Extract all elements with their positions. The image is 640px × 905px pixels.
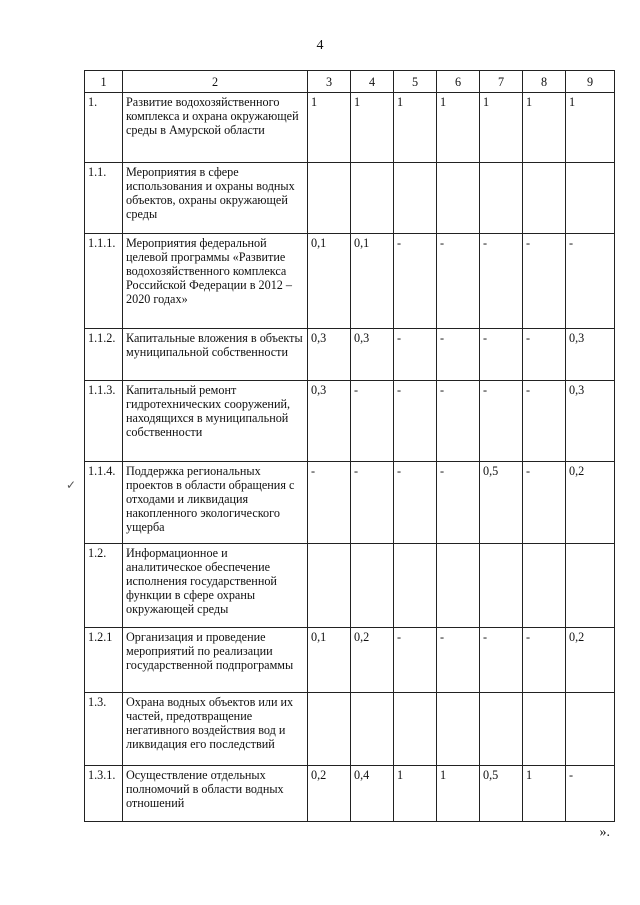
table-row: [85, 381, 615, 462]
table-cell: -: [437, 234, 480, 329]
table-cell: [437, 544, 480, 628]
table-cell: [480, 163, 523, 234]
row-title: Поддержка региональных проектов в области обращения с отходами и ликвидация накопленного экологического ущерба: [123, 462, 308, 544]
page-number: 4: [316, 38, 324, 53]
row-number: 1.: [85, 93, 123, 163]
table-cell: -: [351, 381, 394, 462]
header-cell: 3: [308, 71, 351, 93]
row-title: Информационное и аналитическое обеспечение исполнения государственной функции в сфере охраны окружающей среды: [123, 544, 308, 628]
table-cell: 0,4: [351, 766, 394, 822]
table-cell: -: [437, 628, 480, 693]
table-cell: [566, 693, 615, 766]
row-number: 1.1.: [85, 163, 123, 234]
table-cell: -: [480, 234, 523, 329]
table-header-row: [85, 71, 615, 93]
table-cell: [351, 544, 394, 628]
row-number: 1.2.1: [85, 628, 123, 693]
table-cell: [566, 163, 615, 234]
table-cell: -: [523, 628, 566, 693]
table-cell: [351, 163, 394, 234]
table-cell: -: [437, 381, 480, 462]
table-cell: [523, 693, 566, 766]
table-cell: 0,2: [566, 628, 615, 693]
table-cell: -: [437, 462, 480, 544]
table-cell: 1: [437, 93, 480, 163]
table-cell: 0,3: [308, 381, 351, 462]
table-cell: [308, 163, 351, 234]
header-cell: 7: [480, 71, 523, 93]
row-title: Мероприятия федеральной целевой программы «Развитие водохозяйственного комплекса Российской Федерации в 2012 – 2020 годах»: [123, 234, 308, 329]
table-cell: 0,1: [308, 628, 351, 693]
table-cell: 1: [394, 93, 437, 163]
table-cell: -: [394, 381, 437, 462]
row-number: 1.1.1.: [85, 234, 123, 329]
header-cell: 8: [523, 71, 566, 93]
table-row: [85, 234, 615, 329]
row-number: 1.3.1.: [85, 766, 123, 822]
closing-quote: ».: [599, 825, 610, 840]
table-cell: -: [523, 462, 566, 544]
table-cell: 1: [523, 766, 566, 822]
table-cell: 0,2: [566, 462, 615, 544]
table-cell: [437, 693, 480, 766]
table-cell: 0,2: [308, 766, 351, 822]
table-cell: -: [523, 329, 566, 381]
table-row: [85, 93, 615, 163]
table-row: [85, 628, 615, 693]
row-title: Развитие водохозяйственного комплекса и охрана окружающей среды в Амурской области: [123, 93, 308, 163]
row-title: Организация и проведение мероприятий по реализации государственной подпрограммы: [123, 628, 308, 693]
table-cell: 0,3: [308, 329, 351, 381]
table-cell: 1: [523, 93, 566, 163]
row-title: Капитальные вложения в объекты муниципальной собственности: [123, 329, 308, 381]
data-table: [84, 70, 615, 822]
table-cell: 1: [437, 766, 480, 822]
row-number: 1.3.: [85, 693, 123, 766]
table-row: [85, 462, 615, 544]
table-cell: [523, 163, 566, 234]
table-cell: -: [394, 234, 437, 329]
table-row: [85, 544, 615, 628]
table-row: [85, 766, 615, 822]
table-cell: [394, 544, 437, 628]
table-row: [85, 693, 615, 766]
table-cell: [351, 693, 394, 766]
table-row: [85, 329, 615, 381]
table-cell: [437, 163, 480, 234]
row-title: Осуществление отдельных полномочий в области водных отношений: [123, 766, 308, 822]
table-cell: 1: [566, 93, 615, 163]
table-cell: -: [523, 381, 566, 462]
header-cell: 4: [351, 71, 394, 93]
table-cell: -: [308, 462, 351, 544]
table-cell: -: [523, 234, 566, 329]
table-cell: -: [394, 628, 437, 693]
header-cell: 2: [123, 71, 308, 93]
table-cell: 1: [480, 93, 523, 163]
row-title: Мероприятия в сфере использования и охраны водных объектов, охраны окружающей среды: [123, 163, 308, 234]
table-cell: [308, 693, 351, 766]
table-cell: [480, 693, 523, 766]
table-cell: [394, 163, 437, 234]
table-cell: 0,3: [566, 329, 615, 381]
row-number: 1.2.: [85, 544, 123, 628]
table-cell: -: [566, 766, 615, 822]
table-cell: 1: [394, 766, 437, 822]
table-cell: -: [394, 329, 437, 381]
table-cell: 0,1: [308, 234, 351, 329]
header-cell: 5: [394, 71, 437, 93]
table-cell: 0,3: [351, 329, 394, 381]
table-cell: [566, 544, 615, 628]
header-cell: 1: [85, 71, 123, 93]
row-number: 1.1.4.: [85, 462, 123, 544]
table-cell: -: [394, 462, 437, 544]
header-cell: 9: [566, 71, 615, 93]
table-cell: 0,1: [351, 234, 394, 329]
row-number: 1.1.2.: [85, 329, 123, 381]
margin-check-mark: ✓: [66, 478, 77, 492]
header-cell: 6: [437, 71, 480, 93]
table-cell: -: [480, 628, 523, 693]
row-title: Капитальный ремонт гидротехнических сооружений, находящихся в муниципальной собственности: [123, 381, 308, 462]
row-number: 1.1.3.: [85, 381, 123, 462]
row-title: Охрана водных объектов или их частей, предотвращение негативного воздействия вод и ликвидация его последствий: [123, 693, 308, 766]
table-cell: 0,5: [480, 766, 523, 822]
table-cell: [308, 544, 351, 628]
table-cell: [480, 544, 523, 628]
table-row: [85, 163, 615, 234]
table-cell: [523, 544, 566, 628]
table-cell: -: [480, 381, 523, 462]
table-cell: 0,3: [566, 381, 615, 462]
table-cell: -: [566, 234, 615, 329]
table-cell: 0,2: [351, 628, 394, 693]
table-cell: -: [437, 329, 480, 381]
table-cell: -: [351, 462, 394, 544]
table-cell: 0,5: [480, 462, 523, 544]
table-cell: 1: [351, 93, 394, 163]
table-cell: [394, 693, 437, 766]
table-cell: 1: [308, 93, 351, 163]
table-cell: -: [480, 329, 523, 381]
